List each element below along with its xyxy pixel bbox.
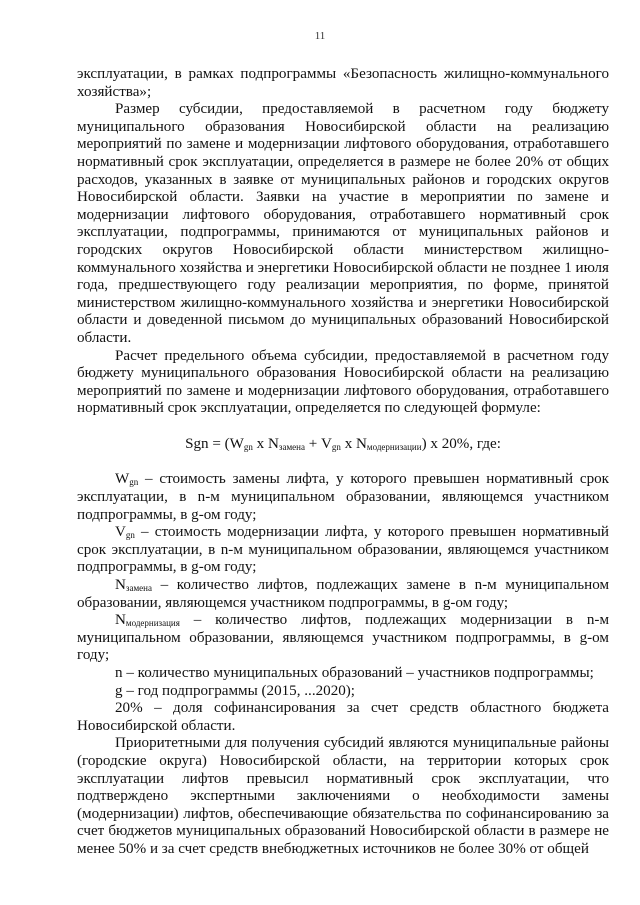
definition-n-modernizacia: $N_{модернизация}$ – количество лифтов, подлежащих модернизации в n-м муниципальном образовании, являющемся участником подпрограммы, в g-ом году; <box>77 612 609 664</box>
definition-n: n – количество муниципальных образований – участников подпрограммы; <box>115 665 594 681</box>
definition-percent: 20% – доля софинансирования за счет средств областного бюджета Новосибирской области. <box>77 700 609 734</box>
definition-v: $V_{gn}$ – стоимость модернизации лифта, у которого превышен нормативный срок эксплуатации, в n-м муниципальном образовании, являющемся участником подпрограммы, в g-ом году; <box>77 524 609 576</box>
paragraph-continuation: эксплуатации, в рамках подпрограммы «Безопасность жилищно-коммунального хозяйства»; <box>77 66 609 100</box>
document-body <box>77 66 609 859</box>
paragraph-priority: Приоритетными для получения субсидий являются муниципальные районы (городские округа) Новосибирской области, на территории которых срок эксплуатации лифтов превысил нормативный срок эксплуатации, что подтверждено экспертными заключениями о необходимости замены (модернизации) лифтов, обеспечивающие обязательства по софинансированию за счет бюджетов муниципальных образований Новосибирской области в размере не менее 50% и за счет средств внебюджетных источников не более 30% от общей <box>77 735 609 857</box>
definition-g: g – год подпрограммы (2015, ...2020); <box>115 682 356 699</box>
formula: Sgn = ($W_{gn}$ x $N_{замена} + V_{gn}$ x $N_{модернизации}$) x 20%, где: <box>185 435 501 452</box>
definition-n-zamena: $N_{замена}$ – количество лифтов, подлежащих замене в n-м муниципальном образовании, являющемся участником подпрограммы, в g-ом году; <box>77 577 609 611</box>
paragraph-calculation: Расчет предельного объема субсидии, предоставляемой в расчетном году бюджету муниципального образования Новосибирской области на реализацию мероприятий по замене и модернизации лифтового оборудования, отработавшего нормативный срок эксплуатации, определяется по следующей формуле: <box>77 347 609 417</box>
definition-w: $W_{gn}$ – стоимость замены лифта, у которого превышен нормативный срок эксплуатации, в n-м муниципальном образовании, являющемся участником подпрограммы, в g-ом году; <box>77 471 609 523</box>
page-number: 11 <box>314 30 326 42</box>
paragraph-subsidy-size: Размер субсидии, предоставляемой в расчетном году бюджету муниципального образования Новосибирской области на реализацию мероприятий по замене и модернизации лифтового оборудования, отработавшего нормативный срок эксплуатации, определяется в размере не более 20% от общих расходов, указанных в заявке от муниципальных районов и городских округов Новосибирской области. Заявки на участие в мероприятии по замене и модернизации лифтового оборудования, отработавшего нормативный срок эксплуатации, подпрограммы, принимаются от муниципальных районов и городских округов Новосибирской области министерством жилищно-коммунального хозяйства и энергетики Новосибирской области не позднее 1 июля года, предшествующего году реализации мероприятия, по форме, принятой министерством жилищно-коммунального хозяйства и энергетики Новосибирской области и доведенной письмом до муниципальных образований Новосибирской области. <box>77 101 609 346</box>
